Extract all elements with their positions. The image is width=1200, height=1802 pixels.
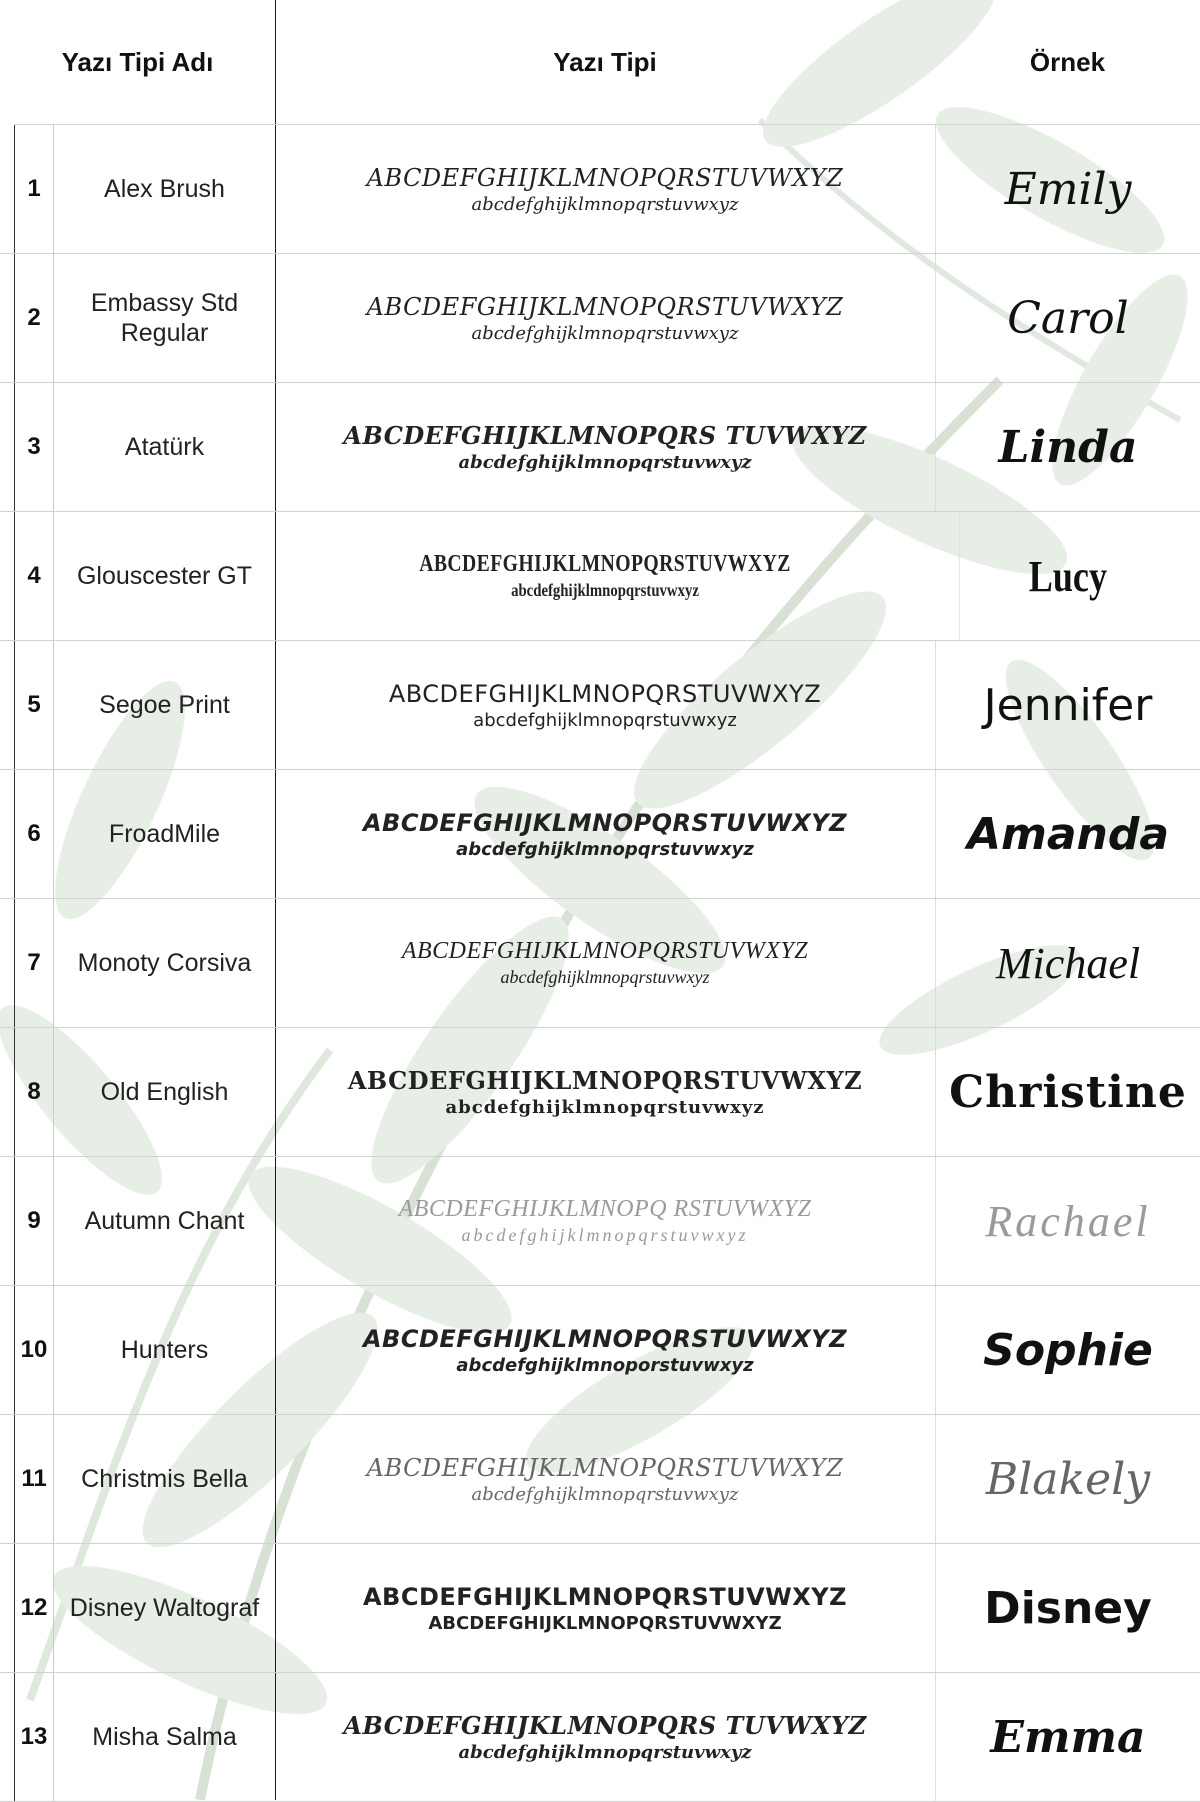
font-alphabet [275, 770, 935, 898]
sample-name: Carol [935, 254, 1200, 382]
font-name: Atatürk [124, 433, 205, 461]
font-alphabet [275, 641, 935, 769]
alphabet-uppercase: ABCDEFGHIJKLMNOPQRSTUVWXYZ [347, 1066, 863, 1095]
font-name: Misha Salma [92, 1723, 237, 1751]
alphabet-uppercase: ABCDEFGHIJKLMNOPQRSTUVWXYZ [362, 1582, 848, 1611]
row-number: 8 [14, 1028, 54, 1156]
font-name: Old English [100, 1078, 229, 1106]
table-row [0, 383, 1200, 512]
font-alphabet [334, 512, 875, 640]
font-name: Glouscester GT [76, 562, 253, 590]
table-row [0, 1286, 1200, 1415]
font-alphabet [275, 1286, 935, 1414]
font-name: Autumn Chant [84, 1207, 245, 1235]
sample-name: Amanda [935, 770, 1200, 898]
alphabet-lowercase: abcdefghijklmnopqrstuvwxyz [445, 1097, 765, 1118]
font-name: FroadMile [108, 820, 221, 848]
sample-name: Lucy [959, 512, 1176, 640]
table-row [0, 512, 1200, 641]
alphabet-lowercase: abcdefghijklmnopqrstuvwxyz [511, 580, 699, 600]
sample-name: Blakely [935, 1415, 1200, 1543]
font-alphabet [275, 1157, 935, 1285]
row-number: 1 [14, 125, 54, 253]
table-row [0, 1673, 1200, 1802]
row-number: 5 [14, 641, 54, 769]
alphabet-lowercase: abcdefghijklmnopqrstuvwxyz [500, 967, 710, 987]
alphabet-uppercase: ABCDEFGHIJKLMNOPQRSTUVWXYZ [419, 551, 791, 577]
alphabet-uppercase: ABCDEFGHIJKLMNOPQRSTUVWXYZ [362, 808, 848, 837]
alphabet-lowercase: abcdefghijklmnopqrstuvwxyz [471, 193, 739, 215]
font-name: Segoe Print [99, 691, 230, 719]
sample-name: Emma [935, 1673, 1200, 1801]
sample-name: Linda [935, 383, 1200, 511]
alphabet-uppercase: ABCDEFGHIJKLMNOPQRSTUVWXYZ [362, 1324, 848, 1353]
table-row [0, 641, 1200, 770]
alphabet-uppercase: ABCDEFGHIJKLMNOPQRSTUVWXYZ [388, 679, 822, 708]
table-row [0, 1028, 1200, 1157]
font-alphabet [275, 899, 935, 1027]
sample-name: Christine [935, 1028, 1200, 1156]
alphabet-lowercase: abcdefghijklmnopqrstuvwxyz [458, 452, 752, 473]
font-alphabet [275, 383, 935, 511]
alphabet-uppercase: ABCDEFGHIJKLMNOPQRSTUVWXYZ [366, 292, 844, 321]
table-row [0, 1157, 1200, 1286]
row-number: 3 [14, 383, 54, 511]
font-alphabet [275, 1028, 935, 1156]
header-sample: Örnek [1029, 46, 1106, 77]
table-header [0, 0, 1200, 124]
alphabet-uppercase: ABCDEFGHIJKLMNOPQRS TUVWXYZ [343, 421, 867, 450]
sample-name: Emily [935, 125, 1200, 253]
row-number: 13 [14, 1673, 54, 1801]
alphabet-uppercase: ABCDEFGHIJKLMNOPQRS TUVWXYZ [343, 1711, 867, 1740]
alphabet-lowercase: ABCDEFGHIJKLMNOPQRSTUVWXYZ [428, 1612, 782, 1634]
font-alphabet [275, 1415, 935, 1543]
font-name: Hunters [120, 1336, 209, 1364]
alphabet-uppercase: ABCDEFGHIJKLMNOPQ RSTUVWXYZ [398, 1196, 812, 1222]
font-name: Christmis Bella [81, 1465, 248, 1493]
alphabet-lowercase: abcdefghijklmnopqrstuvwxyz [456, 838, 754, 860]
font-name: Alex Brush [104, 175, 225, 203]
sample-name: Sophie [935, 1286, 1200, 1414]
row-number: 7 [14, 899, 54, 1027]
row-number: 4 [14, 512, 54, 640]
alphabet-lowercase: abcdefghijklmnopqrstuvwxyz [473, 709, 737, 731]
row-number: 11 [14, 1415, 54, 1543]
table-row [0, 1415, 1200, 1544]
font-name: Disney Waltograf [69, 1594, 260, 1622]
font-alphabet [275, 1673, 935, 1801]
table-row [0, 254, 1200, 383]
row-number: 9 [14, 1157, 54, 1285]
table-row [0, 770, 1200, 899]
alphabet-uppercase: ABCDEFGHIJKLMNOPQRSTUVWXYZ [366, 1453, 844, 1482]
alphabet-lowercase: abcdefghijklmnopqrstuvwxyz [471, 1483, 739, 1505]
alphabet-uppercase: ABCDEFGHIJKLMNOPQRSTUVWXYZ [401, 938, 809, 964]
font-name: Embassy Std Regular [90, 289, 239, 347]
font-alphabet [275, 1544, 935, 1672]
font-name: Monoty Corsiva [77, 949, 252, 977]
table-row [0, 1544, 1200, 1673]
table-row [0, 899, 1200, 1028]
sample-name: Jennifer [935, 641, 1200, 769]
sample-name: Disney [935, 1544, 1200, 1672]
table-row [0, 125, 1200, 254]
row-number: 2 [14, 254, 54, 382]
alphabet-lowercase: abcdefghijklmnopqrstuvwxyz [471, 322, 739, 344]
font-alphabet [275, 254, 935, 382]
sample-name: Michael [935, 899, 1200, 1027]
row-number: 10 [14, 1286, 54, 1414]
alphabet-lowercase: abcdefghijklmnoporstuvwxyz [456, 1354, 754, 1376]
alphabet-lowercase: abcdefghijklmnopqrstuvwxyz [458, 1742, 752, 1763]
row-number: 12 [14, 1544, 54, 1672]
alphabet-lowercase: abcdefghijklmnopqrstuvwxyz [461, 1225, 749, 1245]
alphabet-uppercase: ABCDEFGHIJKLMNOPQRSTUVWXYZ [366, 163, 844, 192]
header-font-name: Yazı Tipi Adı [61, 46, 214, 77]
row-number: 6 [14, 770, 54, 898]
font-alphabet [275, 125, 935, 253]
header-font: Yazı Tipi [553, 46, 657, 77]
sample-name: Rachael [935, 1157, 1200, 1285]
